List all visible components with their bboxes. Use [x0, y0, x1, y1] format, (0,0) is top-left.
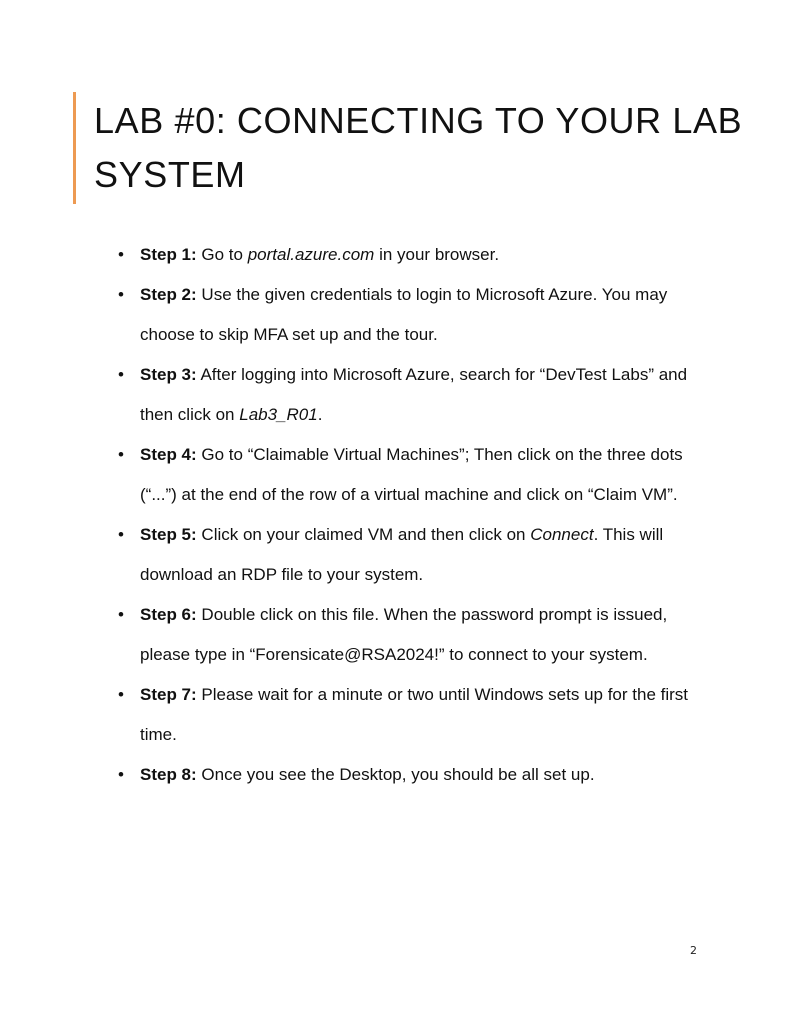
step-label: Step 1:: [140, 245, 197, 264]
step-label: Step 6:: [140, 605, 197, 624]
step-text: Go to “Claimable Virtual Machines”; Then click on the three dots (“...”) at the end of the row of a virtual machine and click on “Claim VM”.: [140, 445, 683, 504]
bullet-icon: •: [118, 245, 124, 264]
step-label: Step 3:: [140, 365, 197, 384]
step-label: Step 2:: [140, 285, 197, 304]
step-text: in your browser.: [374, 245, 500, 264]
step-3: [0, 355, 705, 435]
step-7: [0, 675, 705, 755]
step-text: . This will download an RDP file to your system.: [140, 525, 664, 584]
page-number: 2: [690, 944, 697, 957]
step-6: [0, 595, 705, 675]
step-text: Use the given credentials to login to Microsoft Azure. You may choose to skip MFA set up and the tour.: [140, 285, 668, 344]
step-8: [0, 755, 705, 795]
step-text: Double click on this file. When the password prompt is issued, please type in “Forensicate@RSA2024!” to connect to your system.: [140, 605, 668, 664]
bullet-icon: •: [118, 685, 124, 704]
step-label: Step 4:: [140, 445, 197, 464]
bullet-icon: •: [118, 525, 124, 544]
step-text-emphasis: Connect: [530, 525, 594, 544]
step-text: After logging into Microsoft Azure, search for “DevTest Labs” and then click on: [140, 365, 688, 424]
step-text: Once you see the Desktop, you should be all set up.: [196, 765, 595, 784]
step-text-emphasis: portal.azure.com: [247, 245, 375, 264]
bullet-icon: •: [118, 365, 124, 384]
bullet-icon: •: [118, 605, 124, 624]
title-accent-bar: [73, 92, 76, 204]
steps-list: [0, 235, 791, 795]
step-4: [0, 435, 705, 515]
bullet-icon: •: [118, 285, 124, 304]
step-text: .: [317, 405, 323, 424]
step-2: [0, 275, 705, 355]
bullet-icon: •: [118, 445, 124, 464]
step-1: [0, 235, 705, 275]
step-label: Step 5:: [140, 525, 197, 544]
step-label: Step 7:: [140, 685, 197, 704]
page-title: LAB #0: CONNECTING TO YOUR LAB SYSTEM: [94, 100, 743, 195]
step-label: Step 8:: [140, 765, 197, 784]
step-text: Click on your claimed VM and then click on: [196, 525, 531, 544]
step-text: Go to: [196, 245, 248, 264]
bullet-icon: •: [118, 765, 124, 784]
step-text: Please wait for a minute or two until Windows sets up for the first time.: [140, 685, 689, 744]
step-5: [0, 515, 705, 595]
step-text-emphasis: Lab3_R01: [239, 405, 318, 424]
